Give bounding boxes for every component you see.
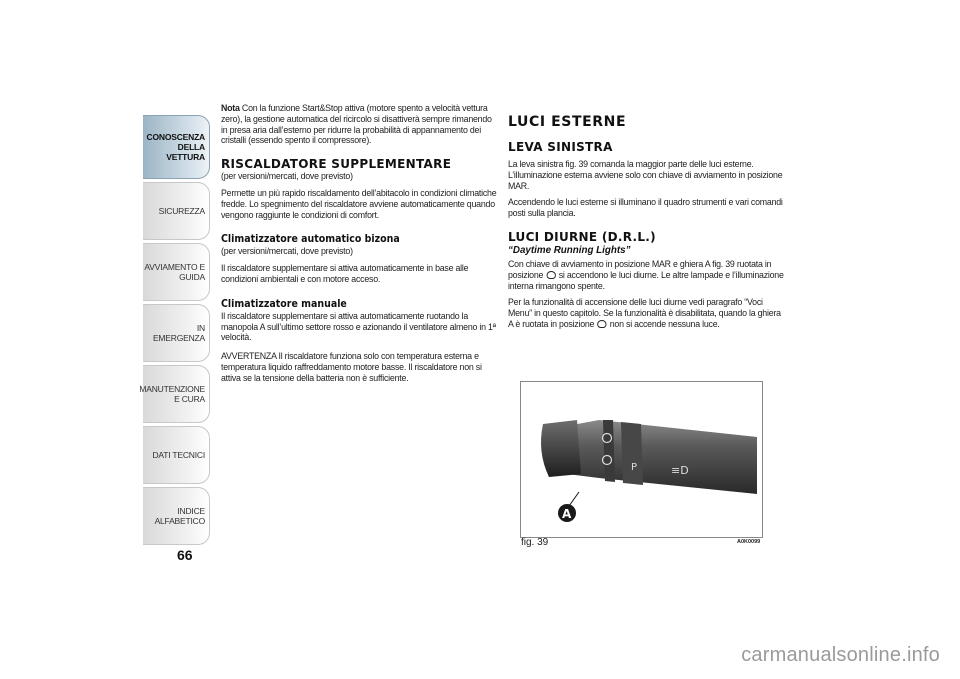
tab-emergenza[interactable] bbox=[143, 304, 210, 362]
nota-label: Nota bbox=[221, 103, 240, 114]
parking-symbol: P bbox=[631, 462, 638, 473]
position-icon bbox=[546, 271, 555, 279]
lever-body bbox=[561, 420, 757, 494]
tab-label: IN EMERGENZA bbox=[152, 323, 205, 343]
tab-sicurezza[interactable] bbox=[143, 182, 210, 240]
callout-label: A bbox=[562, 507, 572, 521]
callout-line bbox=[569, 492, 579, 506]
paragraph-leva: La leva sinistra fig. 39 comanda la maggior parte delle luci esterne. L’illuminazione esterna avviene solo con chiave di avviamento in posizione MAR. bbox=[508, 159, 783, 192]
subnote: (per versioni/mercati, dove previsto) bbox=[221, 171, 353, 183]
tab-label: SICUREZZA bbox=[158, 206, 205, 216]
heading-luci-diurne: LUCI DIURNE (D.R.L.) bbox=[508, 229, 656, 244]
subnote-bizona: (per versioni/mercati, dove previsto) bbox=[221, 246, 353, 258]
drl-text-a: Con chiave di avviamento in posizione MAR e ghiera A fig. 39 ruotata in posizione bbox=[508, 258, 772, 281]
lever-ring bbox=[621, 422, 643, 485]
page-number: 66 bbox=[177, 547, 193, 563]
chapter-tabs bbox=[139, 115, 210, 548]
paragraph-riscaldatore: Permette un più rapido riscaldamento dell’abitacolo in condizioni climatiche fredde. Lo spegnimento del riscaldatore avviene automaticamente quando vengono raggiunte le condizioni di comfort. bbox=[221, 187, 497, 221]
paragraph-drl bbox=[508, 260, 784, 292]
lever-tip bbox=[541, 420, 581, 477]
headlight-symbol: ≡D bbox=[671, 464, 689, 477]
figure-left-lever bbox=[520, 381, 763, 538]
figure-code: A0K0099 bbox=[737, 539, 761, 545]
tab-label: INDICE ALFABETICO bbox=[154, 506, 205, 526]
lever-ring-a bbox=[603, 420, 615, 482]
left-column bbox=[221, 104, 497, 391]
tab-label: AVVIAMENTO E GUIDA bbox=[144, 262, 205, 282]
italic-subtitle: “Daytime Running Lights” bbox=[508, 244, 631, 256]
tab-label: MANUTENZIONE E CURA bbox=[139, 384, 205, 404]
heading-leva-sinistra: LEVA SINISTRA bbox=[508, 140, 613, 154]
paragraph-funzionalita bbox=[508, 298, 784, 330]
funz-text-b: non si accende nessuna luce. bbox=[609, 318, 720, 330]
subheading-bizona: Climatizzatore automatico bizona bbox=[221, 233, 400, 246]
watermark: carmanualsonline.info bbox=[741, 644, 940, 666]
heading-riscaldatore: RISCALDATORE SUPPLEMENTARE bbox=[221, 157, 452, 172]
tab-avviamento[interactable] bbox=[143, 243, 210, 301]
tab-conoscenza[interactable] bbox=[143, 115, 210, 179]
paragraph-bizona: Il riscaldatore supplementare si attiva automaticamente in base alle condizioni ambientali e con motore acceso. bbox=[221, 263, 469, 285]
funz-text-a: Per la funzionalità di accensione delle luci diurne vedi paragrafo “Voci Menu” in questo capitolo. Se la funzionalità è disabilitata, quando la ghiera A è ruotata in posizione bbox=[508, 297, 781, 330]
nota-text: Con la funzione Start&Stop attiva (motore spento a velocità vettura zero), la gestione automatica del ricircolo si disattiverà sempre rimanendo in presa aria dall’esterno per ridurre la probabilità di appannamento dei cristalli (essendo spento il compressore). bbox=[221, 103, 492, 147]
tab-indice[interactable] bbox=[143, 487, 210, 545]
tab-manutenzione[interactable] bbox=[139, 365, 210, 423]
warning-paragraph: AVVERTENZA Il riscaldatore funziona solo con temperatura esterna e temperatura liquido raffreddamento motore basse. Il riscaldatore non si attiva se la tensione della batteria non è sufficiente. bbox=[221, 351, 482, 384]
tab-dati-tecnici[interactable] bbox=[143, 426, 210, 484]
drl-text-b: si accendono le luci diurne. Le altre lampade e l’illuminazione interna rimangono spente. bbox=[508, 269, 784, 292]
heading-luci-esterne: LUCI ESTERNE bbox=[508, 114, 627, 130]
paragraph-accendendo: Accendendo le luci esterne si illuminano il quadro strumenti e vari comandi posti sulla plancia. bbox=[508, 197, 783, 220]
lever-illustration bbox=[521, 382, 762, 537]
nota-paragraph bbox=[221, 104, 497, 147]
tab-label: DATI TECNICI bbox=[152, 450, 205, 460]
position-icon bbox=[597, 320, 606, 328]
right-column bbox=[508, 114, 784, 337]
figure-caption: fig. 39 bbox=[521, 537, 549, 548]
paragraph-manuale: Il riscaldatore supplementare si attiva automaticamente ruotando la manopola A sull’ultimo settore rosso e azionando il ventilatore almeno in 1ª velocità. bbox=[221, 310, 496, 344]
tab-label: CONOSCENZA DELLA VETTURA bbox=[146, 132, 205, 162]
subheading-manuale: Climatizzatore manuale bbox=[221, 297, 347, 310]
